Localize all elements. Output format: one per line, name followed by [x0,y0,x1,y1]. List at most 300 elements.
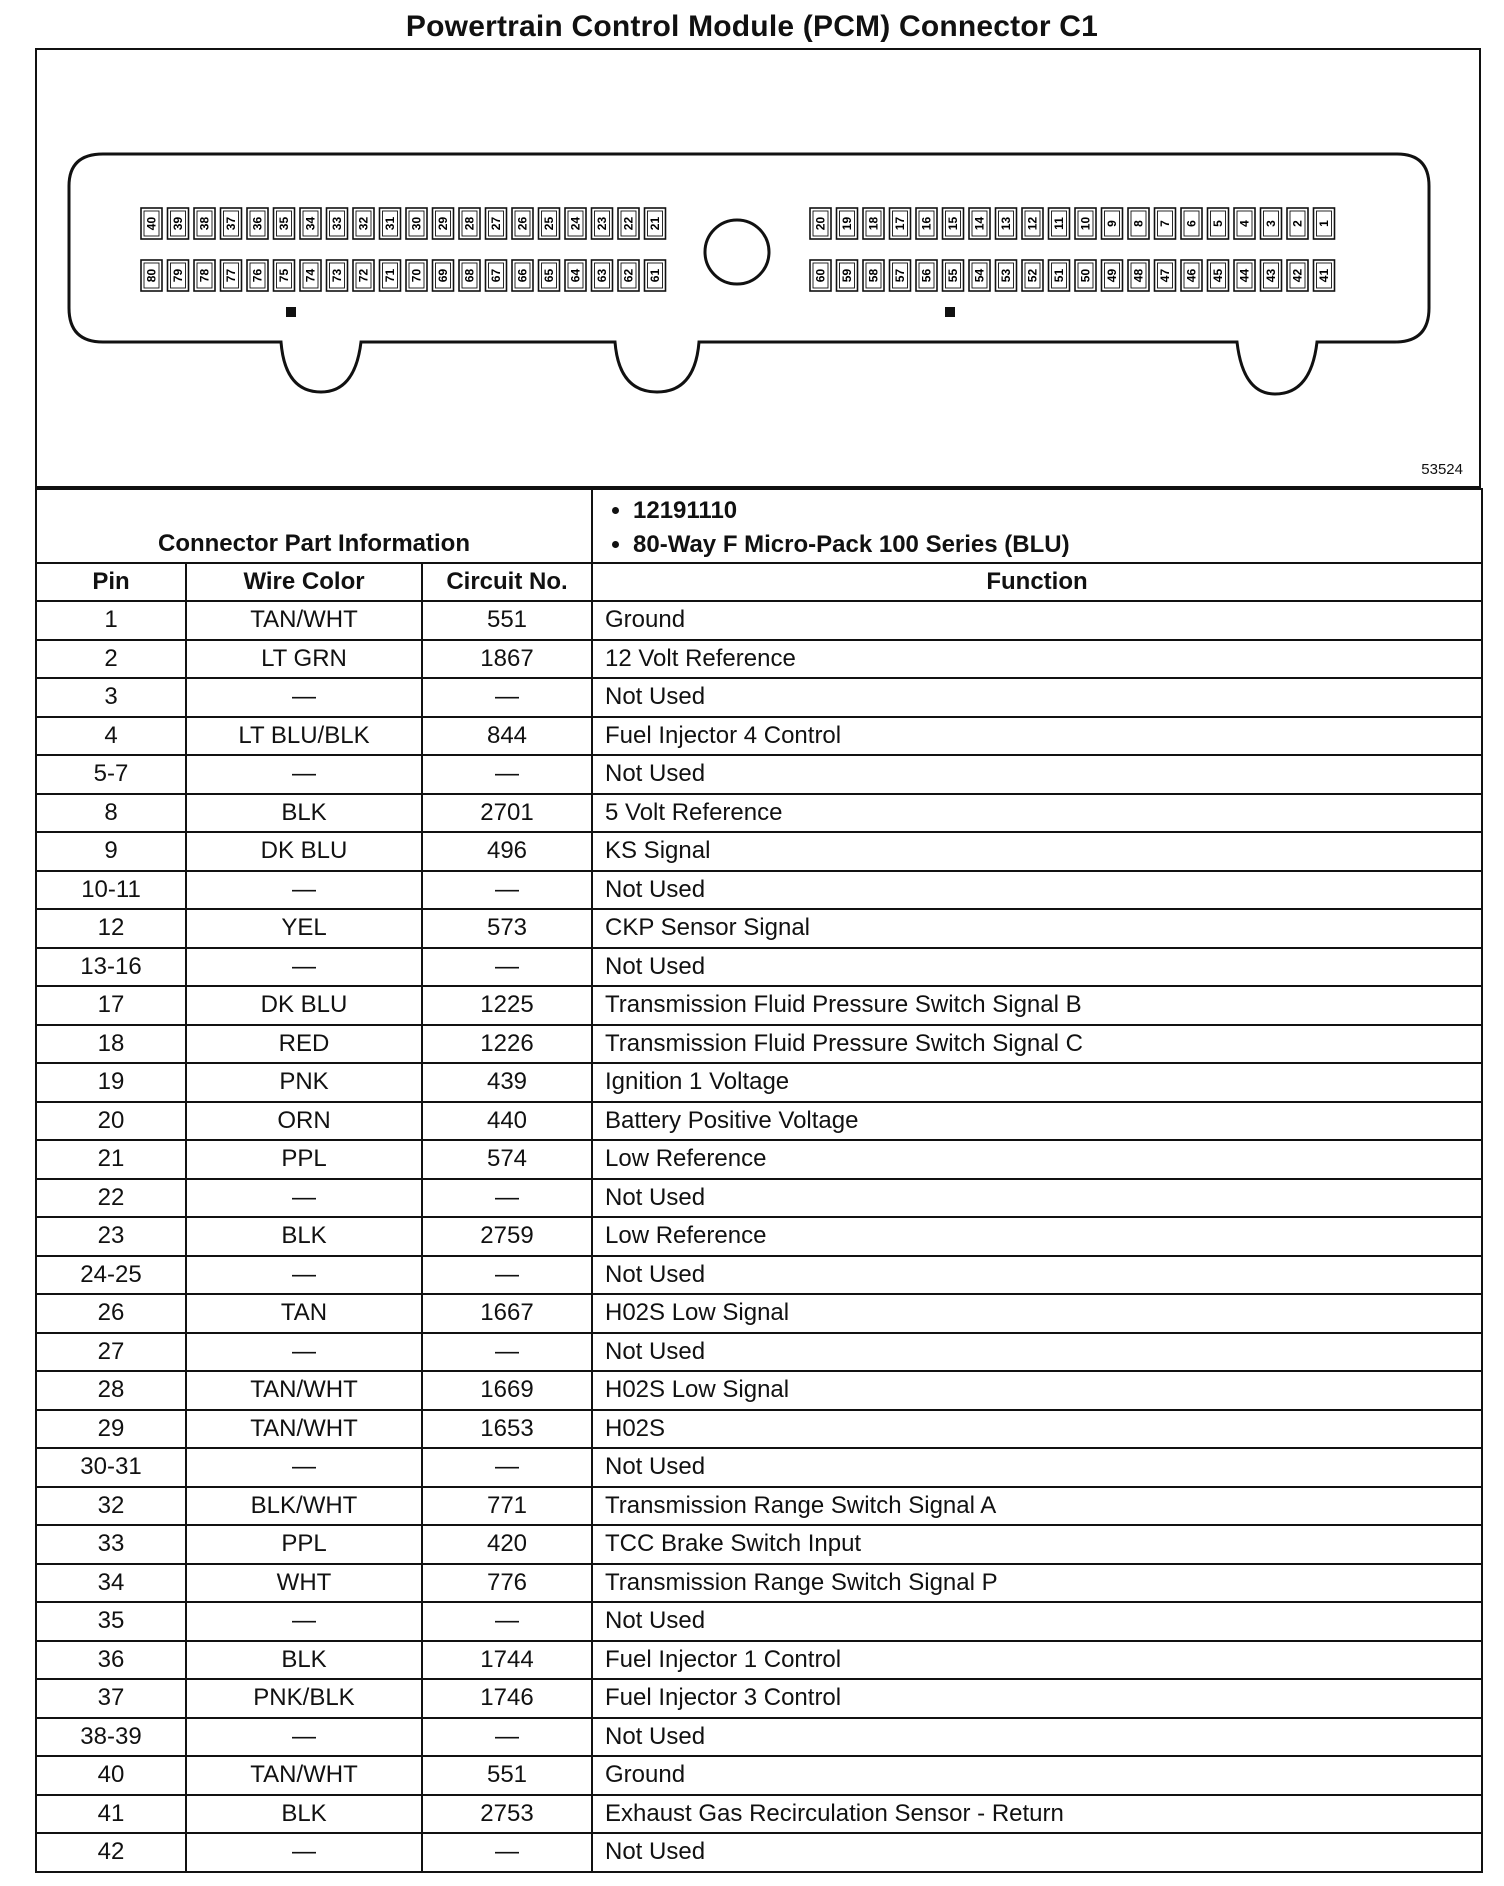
function-cell: Not Used [592,678,1482,717]
pin-table [35,488,1483,1873]
function-cell: Low Reference [592,1217,1482,1256]
circuit-cell: 2753 [422,1795,592,1834]
pin-cavity [539,260,560,291]
pin-number: 15 [946,216,960,231]
table-row [36,601,1482,640]
pin-cell: 42 [36,1833,186,1872]
pin-cavity [168,208,189,239]
pin-number: 74 [303,268,318,283]
wire-color-cell: PNK/BLK [186,1679,422,1718]
function-cell: Fuel Injector 4 Control [592,717,1482,756]
function-cell: Ground [592,601,1482,640]
pin-number: 26 [515,216,530,231]
circuit-cell: — [422,1448,592,1487]
pin-number: 56 [919,268,934,283]
function-cell: KS Signal [592,832,1482,871]
circuit-cell: 1867 [422,640,592,679]
pin-cavity [486,260,507,291]
pin-cavity [592,208,613,239]
pin-cell: 36 [36,1641,186,1680]
pin-number: 46 [1184,268,1199,283]
pin-cavity [943,208,964,239]
wire-color-cell: — [186,678,422,717]
pin-cavity [300,260,321,291]
wire-color-cell: — [186,1448,422,1487]
wire-color-cell: — [186,1179,422,1218]
wire-color-cell: — [186,1602,422,1641]
circuit-cell: 1746 [422,1679,592,1718]
wire-color-cell: PPL [186,1525,422,1564]
pin-cavity [327,208,348,239]
pin-number: 49 [1105,268,1119,283]
pin-cell: 27 [36,1333,186,1372]
pin-cavity [996,260,1017,291]
pin-cavity [618,208,639,239]
pin-cavity [837,208,858,239]
pin-number: 71 [383,268,397,283]
table-row [36,1448,1482,1487]
pin-cell: 17 [36,986,186,1025]
pin-cell: 18 [36,1025,186,1064]
pin-number: 61 [648,268,662,283]
pin-cavity [969,208,990,239]
table-row [36,1371,1482,1410]
table-row [36,1833,1482,1872]
pin-number: 47 [1158,268,1172,283]
wire-color-cell: DK BLU [186,832,422,871]
pin-number: 70 [409,268,424,283]
function-cell: Not Used [592,1179,1482,1218]
pin-cavity [943,260,964,291]
circuit-cell: — [422,755,592,794]
function-cell: Not Used [592,948,1482,987]
wire-color-cell: YEL [186,909,422,948]
page-title: Powertrain Control Module (PCM) Connector C1 [405,10,1099,43]
circuit-cell: 1653 [422,1410,592,1449]
pin-cell: 20 [36,1102,186,1141]
pin-number: 28 [462,216,477,231]
function-cell: Not Used [592,1718,1482,1757]
pin-cavity [1155,208,1176,239]
pin-cavity [863,208,884,239]
pin-cell: 30-31 [36,1448,186,1487]
pin-number: 55 [946,268,960,283]
pin-cavity [1261,208,1282,239]
figure-id: 53524 [1421,461,1463,478]
function-cell: Not Used [592,755,1482,794]
pin-cavity [406,208,427,239]
pin-cavity [810,260,831,291]
wire-color-cell: BLK [186,1217,422,1256]
table-row [36,986,1482,1025]
pin-cavity [406,260,427,291]
pin-cavity [916,260,937,291]
circuit-cell: 2759 [422,1217,592,1256]
pin-cell: 28 [36,1371,186,1410]
function-cell: Fuel Injector 1 Control [592,1641,1482,1680]
circuit-cell: — [422,1333,592,1372]
pin-cavity [837,260,858,291]
circuit-cell: 496 [422,832,592,871]
function-cell: Ground [592,1756,1482,1795]
wire-color-cell: RED [186,1025,422,1064]
pin-number: 9 [1105,220,1119,227]
pin-cell: 5-7 [36,755,186,794]
wire-color-cell: PNK [186,1063,422,1102]
circuit-cell: 1669 [422,1371,592,1410]
pin-number: 80 [144,268,159,283]
pin-cavity [512,208,533,239]
header-circuit: Circuit No. [422,563,592,601]
pin-cavity [141,208,162,239]
wire-color-cell: ORN [186,1102,422,1141]
function-cell: Not Used [592,1256,1482,1295]
pin-cavity [247,260,268,291]
pin-number: 67 [489,268,503,283]
pin-cavity [221,208,242,239]
circuit-cell: — [422,1602,592,1641]
pin-number: 36 [250,216,265,231]
wire-color-cell: TAN [186,1294,422,1333]
circuit-cell: 420 [422,1525,592,1564]
pin-number: 57 [893,268,907,283]
pin-number: 3 [1264,220,1278,227]
pin-number: 41 [1317,268,1331,283]
pin-number: 62 [621,268,636,283]
circuit-cell: — [422,1833,592,1872]
pin-cavity [1075,208,1096,239]
wire-color-cell: — [186,1718,422,1757]
pin-cavity [327,260,348,291]
pin-cavity [353,260,374,291]
pin-cell: 33 [36,1525,186,1564]
pin-cavity [565,208,586,239]
pin-number: 58 [866,268,881,283]
table-row [36,794,1482,833]
pin-cavity [247,208,268,239]
pin-cell: 29 [36,1410,186,1449]
pin-cavity [353,208,374,239]
wire-color-cell: — [186,1333,422,1372]
wire-color-cell: — [186,755,422,794]
pin-cell: 34 [36,1564,186,1603]
pin-number: 51 [1052,268,1066,283]
pin-cavity [194,260,215,291]
function-cell: Not Used [592,1448,1482,1487]
pin-cell: 22 [36,1179,186,1218]
pin-cavity [645,260,666,291]
pin-cavity [459,208,480,239]
pin-cavity [1128,208,1149,239]
pin-number: 60 [813,268,828,283]
wire-color-cell: BLK [186,1795,422,1834]
pin-number: 52 [1025,268,1040,283]
pin-cell: 4 [36,717,186,756]
table-row [36,948,1482,987]
wire-color-cell: — [186,948,422,987]
pin-cavity [1049,208,1070,239]
pin-number: 66 [515,268,530,283]
connector-type: • 80-Way F Micro-Pack 100 Series (BLU) [633,528,1481,562]
pin-number: 39 [171,216,185,231]
table-row [36,1256,1482,1295]
wire-color-cell: LT BLU/BLK [186,717,422,756]
function-cell: Low Reference [592,1140,1482,1179]
pin-number: 75 [277,268,291,283]
pin-number: 22 [621,216,636,231]
table-row [36,1487,1482,1526]
pin-cell: 2 [36,640,186,679]
pin-cell: 9 [36,832,186,871]
wire-color-cell: TAN/WHT [186,601,422,640]
table-row [36,1525,1482,1564]
circuit-cell: 573 [422,909,592,948]
table-header-row [36,563,1482,601]
pin-cavity [1234,208,1255,239]
pin-number: 59 [840,268,854,283]
pin-cell: 10-11 [36,871,186,910]
table-row [36,755,1482,794]
pin-cavity [996,208,1017,239]
pin-cavity [1075,260,1096,291]
pin-number: 69 [436,268,450,283]
pin-cavity [645,208,666,239]
table-row [36,1756,1482,1795]
pin-cavity [194,208,215,239]
wire-color-cell: BLK [186,794,422,833]
wire-color-cell: LT GRN [186,640,422,679]
pin-cavity [1102,260,1123,291]
connector-info-list [592,489,1482,563]
table-row [36,1718,1482,1757]
pin-cavity [1287,208,1308,239]
pin-number: 24 [568,216,583,231]
table-row [36,678,1482,717]
table-row [36,1063,1482,1102]
pin-number: 72 [356,268,371,283]
circuit-cell: 1667 [422,1294,592,1333]
pin-cell: 41 [36,1795,186,1834]
pin-cell: 8 [36,794,186,833]
pin-number: 4 [1237,220,1252,227]
function-cell: Transmission Range Switch Signal P [592,1564,1482,1603]
pin-cell: 12 [36,909,186,948]
function-cell: Not Used [592,1602,1482,1641]
circuit-cell: 440 [422,1102,592,1141]
pin-number: 64 [568,268,583,283]
pin-number: 63 [595,268,609,283]
pin-number: 34 [303,216,318,231]
pin-cell: 3 [36,678,186,717]
pin-number: 1 [1317,220,1331,227]
pin-number: 54 [972,268,987,283]
function-cell: Not Used [592,1333,1482,1372]
pin-cavity [380,208,401,239]
pin-cavity [433,208,454,239]
pin-cavity [1208,260,1229,291]
pin-cell: 35 [36,1602,186,1641]
circuit-cell: — [422,678,592,717]
pin-number: 10 [1078,216,1093,231]
pin-cavity [1314,208,1335,239]
pin-number: 20 [813,216,828,231]
pin-cavity [810,208,831,239]
pin-number: 5 [1211,220,1225,227]
pin-cavity [141,260,162,291]
pin-number: 35 [277,216,291,231]
pin-cavity [486,208,507,239]
table-row [36,640,1482,679]
pin-number: 16 [919,216,934,231]
pin-cell: 13-16 [36,948,186,987]
function-cell: H02S Low Signal [592,1294,1482,1333]
pin-cell: 1 [36,601,186,640]
function-cell: Battery Positive Voltage [592,1102,1482,1141]
pin-number: 65 [542,268,556,283]
pin-number: 23 [595,216,609,231]
pin-cell: 19 [36,1063,186,1102]
pin-number: 2 [1290,220,1305,227]
pin-cell: 26 [36,1294,186,1333]
function-cell: H02S Low Signal [592,1371,1482,1410]
wire-color-cell: BLK/WHT [186,1487,422,1526]
table-row [36,1333,1482,1372]
wire-color-cell: PPL [186,1140,422,1179]
pin-cavity [274,260,295,291]
pin-cavity [916,208,937,239]
function-cell: Transmission Fluid Pressure Switch Signal C [592,1025,1482,1064]
pin-cell: 23 [36,1217,186,1256]
circuit-cell: 776 [422,1564,592,1603]
pin-cavity [969,260,990,291]
table-row [36,717,1482,756]
table-row [36,1679,1482,1718]
wire-color-cell: TAN/WHT [186,1756,422,1795]
pin-cavity [1128,260,1149,291]
pin-number: 77 [224,268,238,283]
table-row [36,1025,1482,1064]
pin-number: 8 [1131,220,1146,227]
pin-number: 73 [330,268,344,283]
wire-color-cell: — [186,1256,422,1295]
circuit-cell: — [422,1179,592,1218]
pin-number: 43 [1264,268,1278,283]
pin-cavity [221,260,242,291]
pin-number: 31 [383,216,397,231]
pin-cavity [539,208,560,239]
pin-number: 30 [409,216,424,231]
table-row [36,1140,1482,1179]
pin-number: 37 [224,216,238,231]
pin-number: 11 [1052,217,1066,230]
table-row [36,1179,1482,1218]
pin-number: 27 [489,216,503,231]
table-row [36,1410,1482,1449]
pin-number: 45 [1211,268,1225,283]
wire-color-cell: TAN/WHT [186,1410,422,1449]
pin-number: 17 [893,216,907,231]
function-cell: 5 Volt Reference [592,794,1482,833]
pin-cavity [1261,260,1282,291]
pin-cell: 37 [36,1679,186,1718]
connector-info-label: Connector Part Information [36,489,592,563]
pin-number: 12 [1025,216,1040,231]
pin-number: 79 [171,268,185,283]
function-cell: Transmission Fluid Pressure Switch Signal B [592,986,1482,1025]
pin-cell: 38-39 [36,1718,186,1757]
pin-number: 53 [999,268,1013,283]
table-row [36,1294,1482,1333]
table-row [36,1641,1482,1680]
circuit-cell: — [422,871,592,910]
table-row [36,1795,1482,1834]
wire-color-cell: TAN/WHT [186,1371,422,1410]
pin-cavity [1181,208,1202,239]
table-row [36,1602,1482,1641]
circuit-cell: 1225 [422,986,592,1025]
pin-number: 19 [840,216,854,231]
pin-number: 76 [250,268,265,283]
pin-number: 14 [972,216,987,231]
pin-cavity [1287,260,1308,291]
function-cell: 12 Volt Reference [592,640,1482,679]
pin-number: 78 [197,268,212,283]
pin-cavity [433,260,454,291]
circuit-cell: 2701 [422,794,592,833]
table-row [36,871,1482,910]
pin-cell: 21 [36,1140,186,1179]
pin-cavity [890,260,911,291]
pin-number: 25 [542,216,556,231]
pin-cavity [1022,208,1043,239]
function-cell: Not Used [592,871,1482,910]
pin-cavity [380,260,401,291]
circuit-cell: 844 [422,717,592,756]
connector-diagram [35,48,1481,488]
pin-cavity [274,208,295,239]
pin-cavity [300,208,321,239]
function-cell: Exhaust Gas Recirculation Sensor - Return [592,1795,1482,1834]
index-marker-right [945,307,955,317]
function-cell: Transmission Range Switch Signal A [592,1487,1482,1526]
pin-number: 29 [436,216,450,231]
pin-cavity [1314,260,1335,291]
pin-number: 32 [356,216,371,231]
function-cell: Fuel Injector 3 Control [592,1679,1482,1718]
table-row [36,1564,1482,1603]
wire-color-cell: BLK [186,1641,422,1680]
pin-number: 6 [1184,220,1199,227]
index-marker-left [286,307,296,317]
header-wire-color: Wire Color [186,563,422,601]
pin-number: 13 [999,216,1013,231]
pin-cavity [618,260,639,291]
pin-cavity [863,260,884,291]
pin-cavity [168,260,189,291]
pin-cavity [1208,208,1229,239]
function-cell: Ignition 1 Voltage [592,1063,1482,1102]
connector-face-drawing [37,50,1479,486]
table-row [36,1217,1482,1256]
circuit-cell: 574 [422,1140,592,1179]
function-cell: Not Used [592,1833,1482,1872]
function-cell: TCC Brake Switch Input [592,1525,1482,1564]
circuit-cell: 1744 [422,1641,592,1680]
circuit-cell: — [422,1256,592,1295]
wire-color-cell: — [186,871,422,910]
table-row [36,1102,1482,1141]
table-row [36,909,1482,948]
